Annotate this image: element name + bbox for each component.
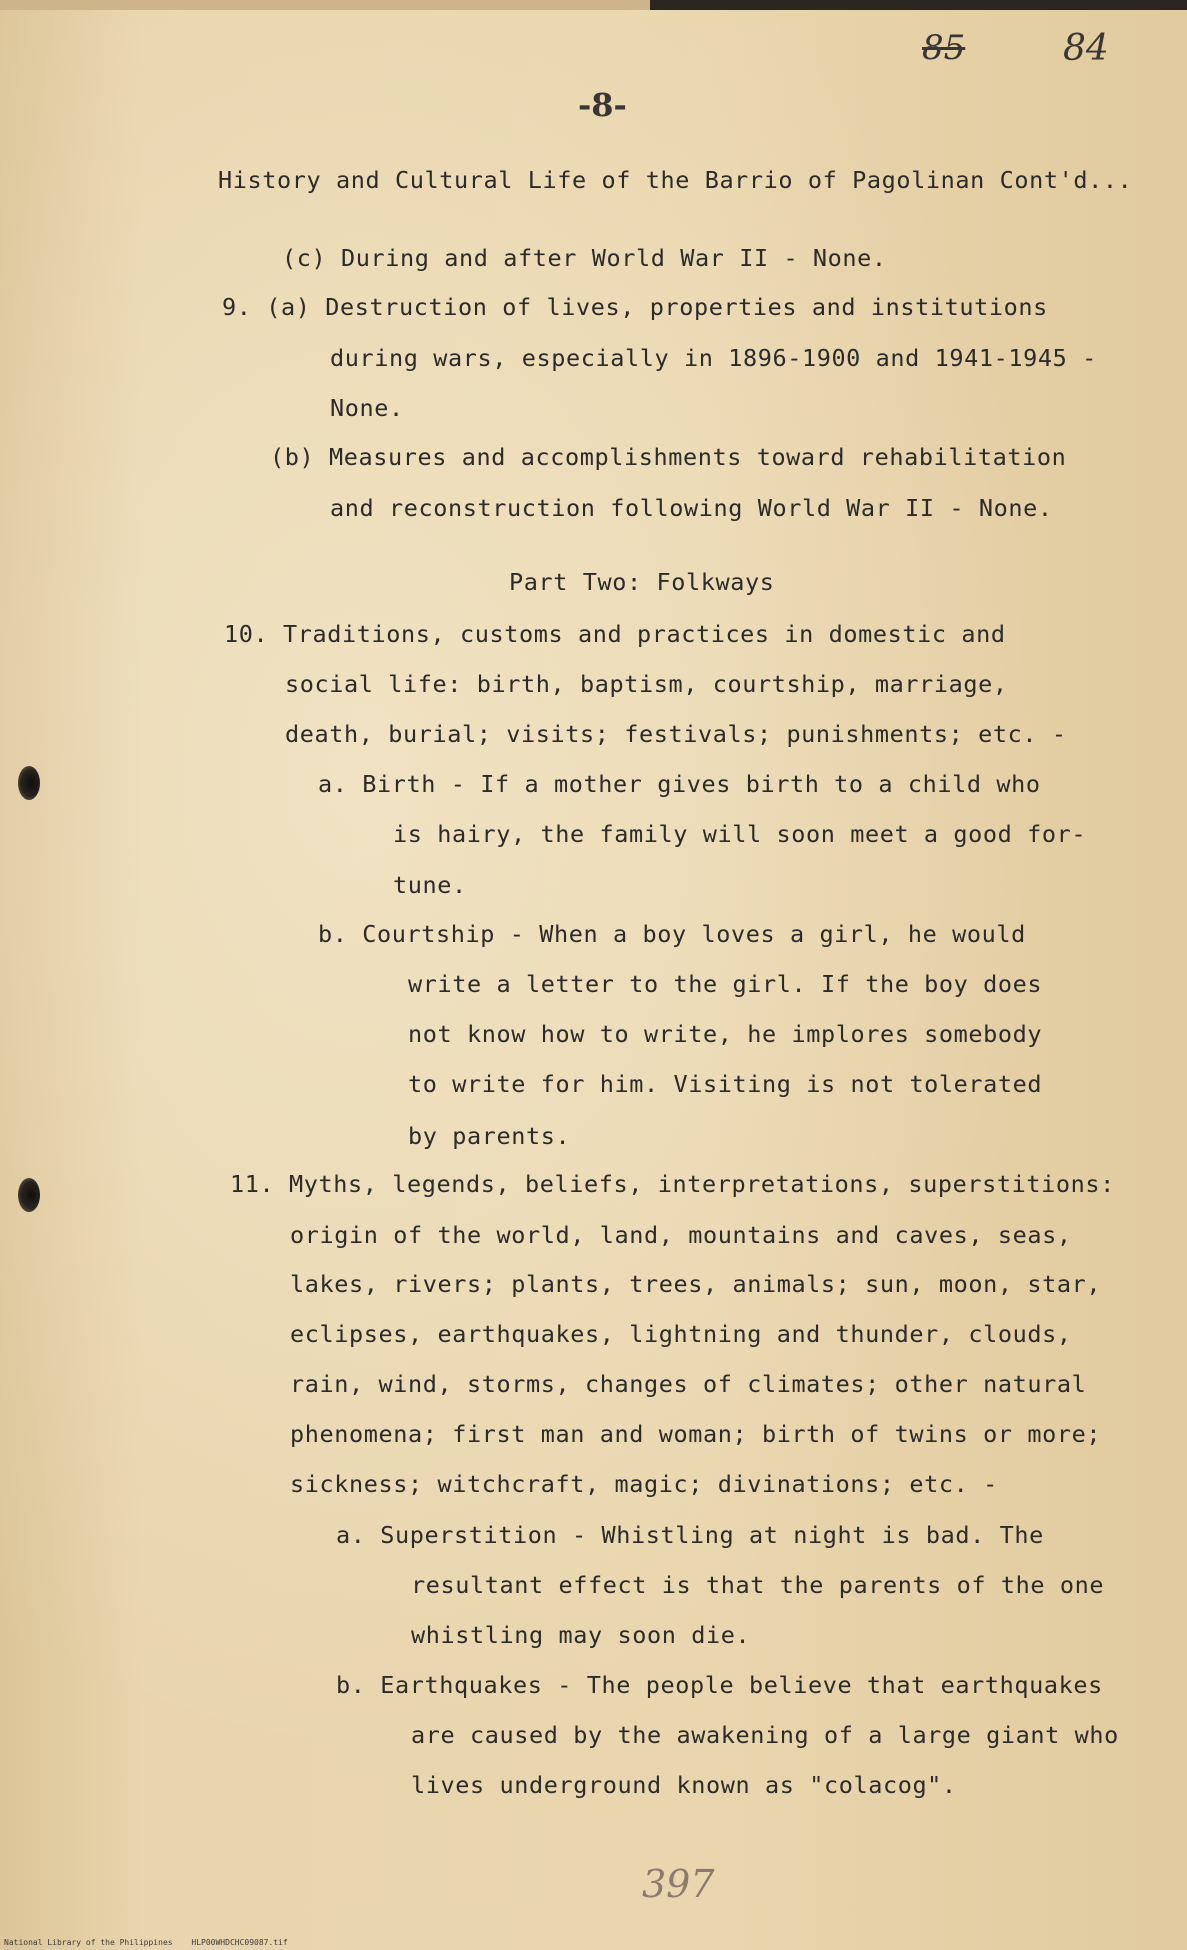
item-11-line5: rain, wind, storms, changes of climates; other natural [290, 1370, 1087, 1398]
item-11-line7: sickness; witchcraft, magic; divinations; etc. - [290, 1470, 998, 1498]
item-10b-line2: write a letter to the girl. If the boy does [408, 970, 1043, 998]
item-10a-line3: tune. [393, 871, 467, 899]
item-9b-line1: (b) Measures and accomplishments toward rehabilitation [270, 443, 1067, 471]
item-8c: (c) During and after World War II - None. [282, 244, 887, 272]
item-11b-line2: are caused by the awakening of a large giant who [411, 1721, 1119, 1749]
typed-page-mark: -8- [578, 86, 627, 124]
top-edge-shadow [650, 0, 1187, 10]
scan-footer [4, 1938, 288, 1947]
item-11a-line2: resultant effect is that the parents of the one [411, 1571, 1105, 1599]
item-10-line1: 10. Traditions, customs and practices in domestic and [224, 620, 1006, 648]
item-11-line1: 11. Myths, legends, beliefs, interpretations, superstitions: [230, 1170, 1115, 1198]
item-10b-line4: to write for him. Visiting is not tolerated [408, 1070, 1043, 1098]
item-10a-line1: a. Birth - If a mother gives birth to a child who [318, 770, 1041, 798]
archive-number: 397 [642, 1862, 715, 1906]
footer-file: HLP00WHDCHC09087.tif [191, 1938, 288, 1947]
item-11-line2: origin of the world, land, mountains and caves, seas, [290, 1221, 1072, 1249]
page-number: 84 [1063, 28, 1109, 69]
item-10b-line3: not know how to write, he implores somebody [408, 1020, 1043, 1048]
section-heading-part-two: Part Two: Folkways [509, 568, 775, 596]
item-10b-line1: b. Courtship - When a boy loves a girl, he would [318, 920, 1026, 948]
continuation-heading: History and Cultural Life of the Barrio of Pagolinan Cont'd... [218, 166, 1133, 194]
item-11b-line3: lives underground known as "colacog". [411, 1771, 957, 1799]
item-11-line4: eclipses, earthquakes, lightning and thunder, clouds, [290, 1320, 1072, 1348]
item-11a-line3: whistling may soon die. [411, 1621, 751, 1649]
item-9a-line2: during wars, especially in 1896-1900 and 1941-1945 - [330, 344, 1097, 372]
item-9a-line3: None. [330, 394, 404, 422]
item-10a-line2: is hairy, the family will soon meet a good for- [393, 820, 1087, 848]
punch-hole [18, 1178, 40, 1212]
item-10-line3: death, burial; visits; festivals; punishments; etc. - [285, 720, 1067, 748]
struck-page-number: 85 [922, 28, 966, 68]
item-10-line2: social life: birth, baptism, courtship, marriage, [285, 670, 1008, 698]
punch-hole [18, 766, 40, 800]
item-11-line6: phenomena; first man and woman; birth of twins or more; [290, 1420, 1102, 1448]
item-9a-line1: 9. (a) Destruction of lives, properties and institutions [222, 293, 1048, 321]
item-10b-line5: by parents. [408, 1122, 571, 1150]
item-9b-line2: and reconstruction following World War II - None. [330, 494, 1053, 522]
item-11b-line1: b. Earthquakes - The people believe that earthquakes [336, 1671, 1103, 1699]
item-11a-line1: a. Superstition - Whistling at night is bad. The [336, 1521, 1044, 1549]
top-edge [0, 0, 1187, 10]
footer-library: National Library of the Philippines [4, 1938, 173, 1947]
item-11-line3: lakes, rivers; plants, trees, animals; sun, moon, star, [290, 1270, 1102, 1298]
